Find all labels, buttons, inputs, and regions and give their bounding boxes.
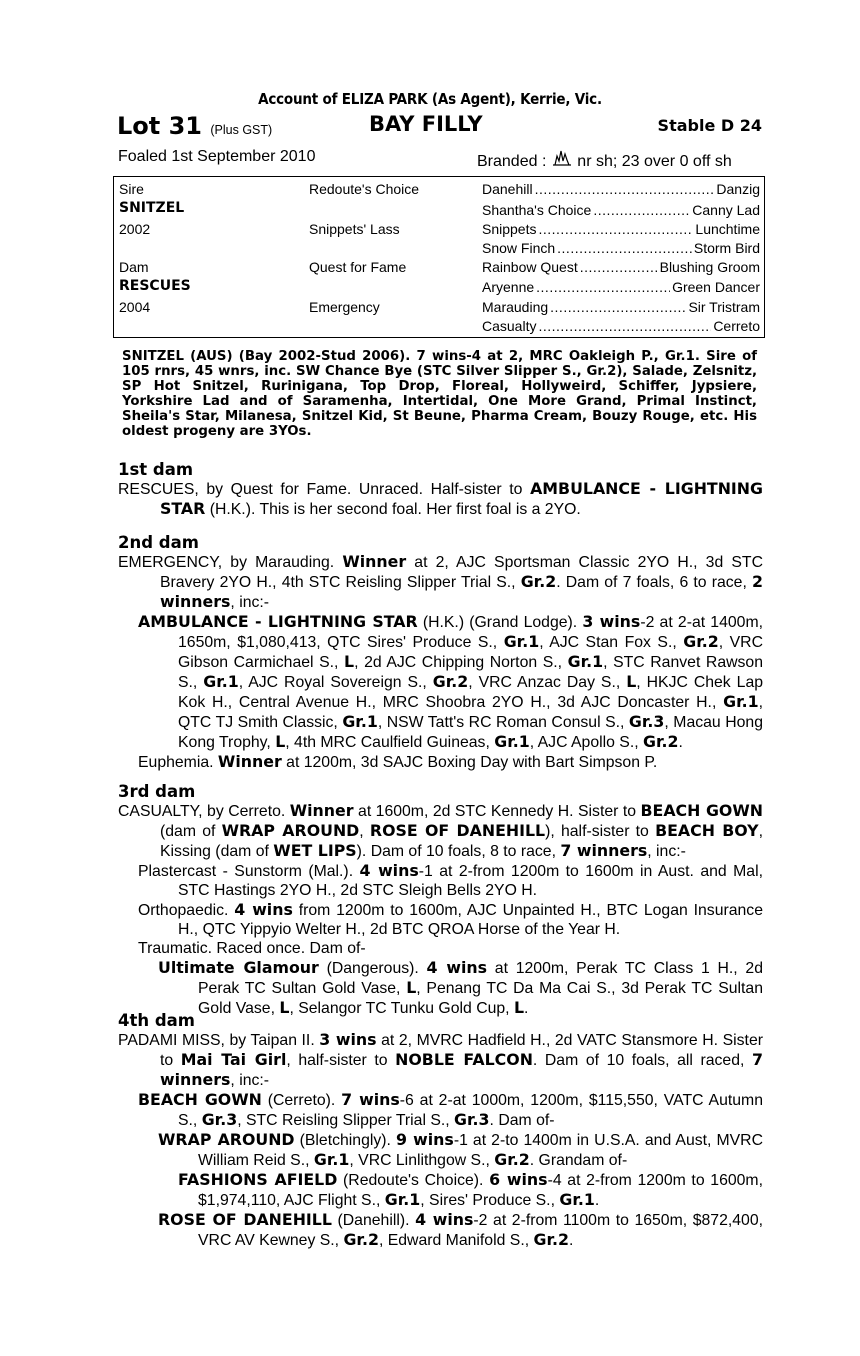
progeny-entry: Plastercast - Sunstorm (Mal.). 4 wins-1 at 2-from 1200m to 1600m in Aust. and Mal, STC Hastings 2YO H., 2d STC Sleigh Bells 2YO H. (138, 861, 763, 899)
dam-paragraph: RESCUES, by Quest for Fame. Unraced. Half-sister to AMBULANCE - LIGHTNING STAR (H.K.). This is her second foal. Her first foal is a 2YO. (118, 479, 763, 518)
progeny-entry: AMBULANCE - LIGHTNING STAR (H.K.) (Grand Lodge). 3 wins-2 at 2-at 1400m, 1650m, $1,080,413, QTC Sires' Produce S., Gr.1, AJC Stan Fox S., Gr.2, VRC Gibson Carmichael S., L, 2d AJC Chipping Norton S., Gr.1, STC Ranvet Rawson S., Gr.1, AJC Royal Sovereign S., Gr.2, VRC Anzac Day S., L, HKJC Chek Lap Kok H., Central Avenue H., MRC Shoobra 2YO H., 3d AJC Doncaster H., Gr.1, QTC TJ Smith Classic, Gr.1, NSW Tatt's RC Roman Consul S., Gr.3, Macau Hong Kong Trophy, L, 4th MRC Caulfield Guineas, Gr.1, AJC Apollo S., Gr.2. (138, 612, 764, 751)
section-heading: 2nd dam (118, 533, 199, 552)
progeny-entry: ROSE OF DANEHILL (Danehill). 4 wins-2 at 2-from 1100m to 1650m, $872,400, VRC AV Kewney S., Gr.2, Edward Manifold S., Gr.2. (158, 1210, 763, 1249)
lot-label: Lot 31 (117, 112, 203, 140)
stable-number: Stable D 24 (657, 116, 762, 135)
second-dam-section (118, 533, 763, 772)
dam-sire: Quest for Fame (309, 259, 407, 275)
sire-sire: Redoute's Choice (309, 181, 420, 197)
sire-label: Sire (119, 181, 144, 197)
foaled-date: Foaled 1st September 2010 (118, 148, 316, 165)
branded-label: Branded : (477, 153, 547, 170)
third-dam-section (118, 782, 763, 1018)
dam-dam: Emergency (309, 299, 380, 315)
sire-summary: SNITZEL (AUS) (Bay 2002-Stud 2006). 7 wins-4 at 2, MRC Oakleigh P., Gr.1. Sire of 105 rnrs, 45 wnrs, inc. SW Chance Bye (STC Silver Slipper S., Gr.2), Salade, Zelsnitz, SP Hot Snitzel, Rurinigana, Top Drop, Floreal, Hollyweird, Schiffer, Jypsiere, Yorkshire Lad and of Saramenha, Intertidal, One More Grand, Primal Instinct, Sheila's Star, Milanesa, Snitzel Kid, St Beune, Pharma Cream, Bouzy Rouge, etc. His oldest progeny are 3YOs. (122, 349, 757, 439)
vendor-account: Account of ELIZA PARK (As Agent), Kerrie, Vic. (258, 90, 602, 108)
horse-description: BAY FILLY (369, 112, 483, 136)
lot-number (117, 112, 272, 140)
pedigree-line: Marauding ..... Sir Tristram (482, 299, 760, 315)
progeny-entry: Ultimate Glamour (Dangerous). 4 wins at 1200m, Perak TC Class 1 H., 2d Perak TC Sultan Gold Vase, L, Penang TC Da Ma Cai S., 3d Perak TC Sultan Gold Vase, L, Selangor TC Tunku Gold Cup, L. (158, 958, 764, 1017)
progeny-entry: Orthopaedic. 4 wins from 1200m to 1600m, AJC Unpainted H., BTC Logan Insurance H., QTC Yippyio Welter H., 2d BTC QROA Horse of the Year H. (138, 900, 763, 938)
dam-paragraph: PADAMI MISS, by Taipan II. 3 wins at 2, MVRC Hadfield H., 2d VATC Stansmore H. Sister to Mai Tai Girl, half-sister to NOBLE FALCON. Dam of 10 foals, all raced, 7 winners, inc:- (118, 1030, 763, 1089)
sire-dam: Snippets' Lass (309, 221, 400, 237)
dam-paragraph: CASUALTY, by Cerreto. Winner at 1600m, 2d STC Kennedy H. Sister to BEACH GOWN (dam of WRAP AROUND, ROSE OF DANEHILL), half-sister to BEACH BOY, Kissing (dam of WET LIPS). Dam of 10 foals, 8 to race, 7 winners, inc:- (118, 801, 763, 860)
pedigree-line: Rainbow Quest ..... Blushing Groom (482, 259, 760, 275)
section-heading: 4th dam (118, 1011, 195, 1030)
section-heading: 1st dam (118, 460, 194, 479)
progeny-entry: Traumatic. Raced once. Dam of- (138, 940, 366, 957)
pedigree-line: Shantha's Choice ..... Canny Lad (482, 202, 760, 218)
first-dam-section (118, 460, 763, 519)
progeny-entry: WRAP AROUND (Bletchingly). 9 wins-1 at 2-to 1400m in U.S.A. and Aust, MVRC William Reid S., Gr.1, VRC Linlithgow S., Gr.2. Grandam of- (158, 1130, 763, 1169)
brand-info (477, 148, 732, 171)
dam-label: Dam (119, 259, 149, 275)
sire-name: SNITZEL (119, 200, 185, 216)
pedigree-line: Danehill ..... Danzig (482, 181, 760, 197)
lot-line (117, 112, 762, 142)
progeny-entry: Euphemia. Winner at 1200m, 3d SAJC Boxing Day with Bart Simpson P. (138, 752, 658, 771)
pedigree-line: Casualty ..... Cerreto (482, 318, 760, 334)
pedigree-line: Aryenne ..... Green Dancer (482, 279, 760, 295)
section-heading: 3rd dam (118, 782, 196, 801)
brand-mark-icon (551, 148, 573, 168)
progeny-entry: FASHIONS AFIELD (Redoute's Choice). 6 wins-4 at 2-from 1200m to 1600m, $1,974,110, AJC Flight S., Gr.1, Sires' Produce S., Gr.1. (178, 1170, 763, 1209)
sire-year: 2002 (119, 221, 151, 237)
progeny-entry: BEACH GOWN (Cerreto). 7 wins-6 at 2-at 1000m, 1200m, $115,550, VATC Autumn S., Gr.3, STC Reisling Slipper Trial S., Gr.3. Dam of- (138, 1090, 763, 1129)
pedigree-line: Snow Finch ..... Storm Bird (482, 240, 760, 256)
dam-name: RESCUES (119, 278, 191, 294)
pedigree-line: Snippets ..... Lunchtime (482, 221, 760, 237)
gst-note: (Plus GST) (210, 123, 273, 137)
pedigree-table (113, 176, 765, 338)
branded-details: nr sh; 23 over 0 off sh (577, 153, 732, 170)
dam-paragraph: EMERGENCY, by Marauding. Winner at 2, AJC Sportsman Classic 2YO H., 3d STC Bravery 2YO H., 4th STC Reisling Slipper Trial S., Gr.2. Dam of 7 foals, 6 to race, 2 winners, inc:- (118, 552, 763, 611)
fourth-dam-section (118, 1011, 763, 1250)
dam-year: 2004 (119, 299, 151, 315)
